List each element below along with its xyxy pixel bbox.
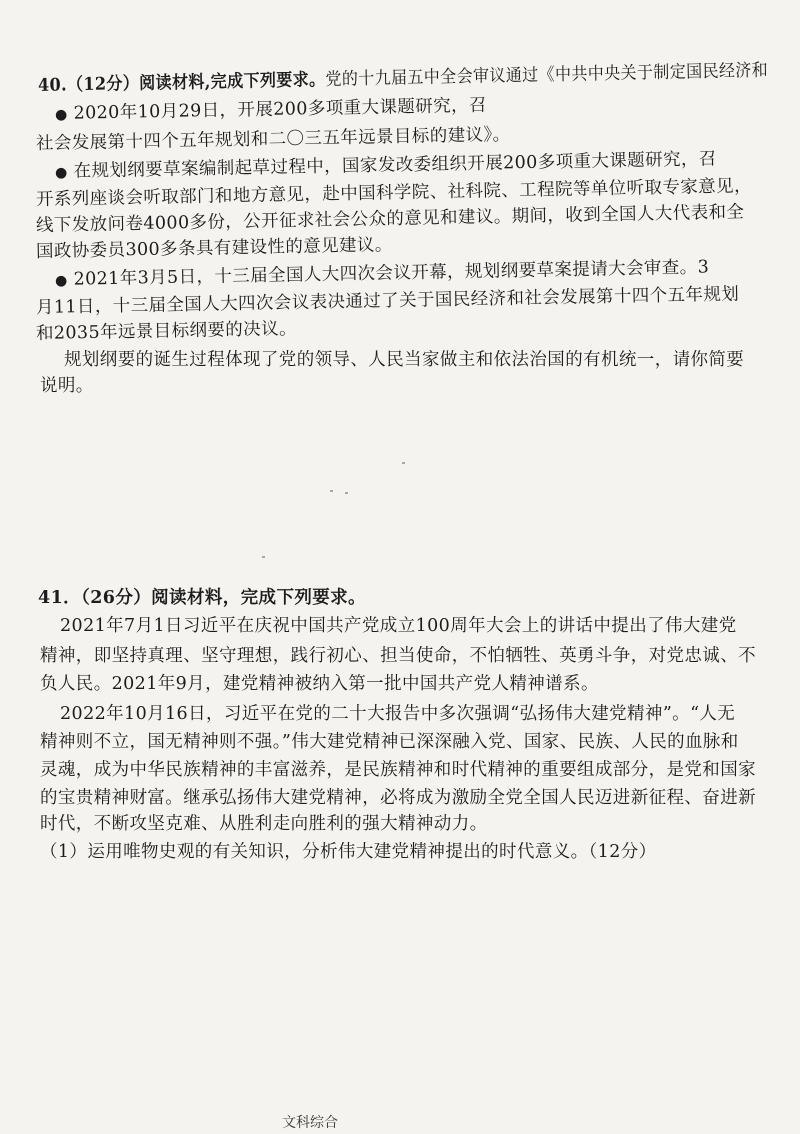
q41-p2-line2 — [40, 730, 739, 754]
q41-p2-line5 — [40, 812, 488, 836]
scan-speck — [402, 462, 405, 464]
q41-p2-line3 — [40, 758, 756, 782]
q40-p1-line2 — [36, 123, 511, 156]
q41-p2-line4 — [40, 786, 756, 810]
q40-p3-l2: 月11日，十三届全国人大四次会议表决通过了关于国民经济和社会发展第十四个五年规划 — [35, 284, 740, 318]
q41-sub1: （1）运用唯物史观的有关知识，分析伟大建党精神提出的时代意义。（12分） — [40, 842, 657, 862]
q40-header-line — [38, 59, 769, 98]
q40-p1-end: 召 — [468, 95, 488, 117]
q40-p2-l1: 在规划纲要草案编制起草过程中，国家发改委组织开展200多项重大课题研究，召 — [73, 149, 717, 182]
q40-p3-line3 — [36, 317, 297, 346]
q41-p2-l1: 2022年10月16日，习近平在党的二十大报告中多次强调“弘扬伟大建党精神”。“人无 — [60, 704, 736, 724]
q41-header: 41．（26分）阅读材料，完成下列要求。 — [38, 588, 366, 608]
q41-p1-l2: 精神，即坚持真理、坚守理想，践行初心、担当使命，不怕牺牲、英勇斗争，对党忠诚、不 — [40, 646, 756, 666]
scan-speck — [262, 556, 265, 558]
q41-p2-l5: 时代，不断攻坚克难、从胜利走向胜利的强大精神动力。 — [40, 814, 488, 834]
q40-header: 40.（12分）阅读材料,完成下列要求。 — [37, 69, 326, 96]
q41-header-line — [38, 586, 366, 610]
q41-p1-line1 — [60, 614, 737, 638]
q41-p2-l2: 精神则不立，国无精神则不强。”伟大建党精神已深深融入党、国家、民族、人民的血脉和 — [40, 732, 739, 752]
bullet-icon: ● — [54, 272, 68, 289]
page-footer: 文科综合 — [282, 1115, 338, 1131]
q41-p2-l4: 的宝贵精神财富。继承弘扬伟大建党精神，必将成为激励全党全国人民迈进新征程、奋进新 — [40, 788, 756, 808]
q40-p2-l3: 线下发放问卷4000多份，公开征求社会公众的意见和建议。期间，收到全国人大代表和全 — [35, 202, 745, 236]
q40-p1-l2: 社会发展第十四个五年规划和二〇三五年远景目标的建议》。 — [35, 124, 511, 154]
bullet-icon: ● — [54, 164, 68, 181]
q40-header-cont: 党的十九届五中全会审议通过《中共中央关于制定国民经济和 — [325, 60, 769, 90]
scan-speck — [345, 492, 348, 494]
q40-p1-l1: 2020年10月29日， — [73, 100, 238, 124]
q40-ask-line2 — [40, 374, 94, 398]
q41-p2-l3: 灵魂，成为中华民族精神的丰富滋养，是民族精神和时代精神的重要组成部分，是党和国家 — [40, 760, 756, 780]
q40-ask-l1: 规划纲要的诞生过程体现了党的领导、人民当家做主和依法治国的有机统一，请你简要 — [64, 350, 745, 370]
q40-p3-l1: 2021年3月5日，十三届全国人大四次会议开幕，规划纲要草案提请大会审查。3 — [73, 257, 710, 290]
bullet-icon: ● — [54, 106, 68, 123]
q41-p2-line1 — [60, 702, 735, 726]
q40-p1-line1 — [55, 94, 487, 127]
q41-sub1-line — [40, 840, 657, 864]
q41-p1-l1: 2021年7月1日习近平在庆祝中国共产党成立100周年大会上的讲话中提出了伟大建党 — [60, 616, 737, 636]
scan-speck — [330, 490, 333, 492]
q40-p3-l3: 和2035年远景目标纲要的决议。 — [35, 318, 298, 344]
q40-p2-l0: 开展200多项重大课题研究， — [237, 96, 470, 121]
q40-ask-l2: 说明。 — [40, 376, 94, 396]
q41-p1-l3: 负人民。2021年9月，建党精神被纳入第一批中国共产党人精神谱系。 — [40, 674, 599, 694]
q41-p1-line3 — [40, 672, 599, 696]
q40-p2-line4 — [36, 233, 393, 264]
q41-p1-line2 — [40, 644, 756, 668]
q40-p2-l4: 国政协委员300多条具有建设性的意见建议。 — [35, 235, 393, 262]
q40-p2-l2: 开系列座谈会听取部门和地方意见，赴中国科学院、社科院、工程院等单位听取专家意见， — [35, 176, 753, 210]
q40-ask-line1 — [64, 348, 744, 372]
